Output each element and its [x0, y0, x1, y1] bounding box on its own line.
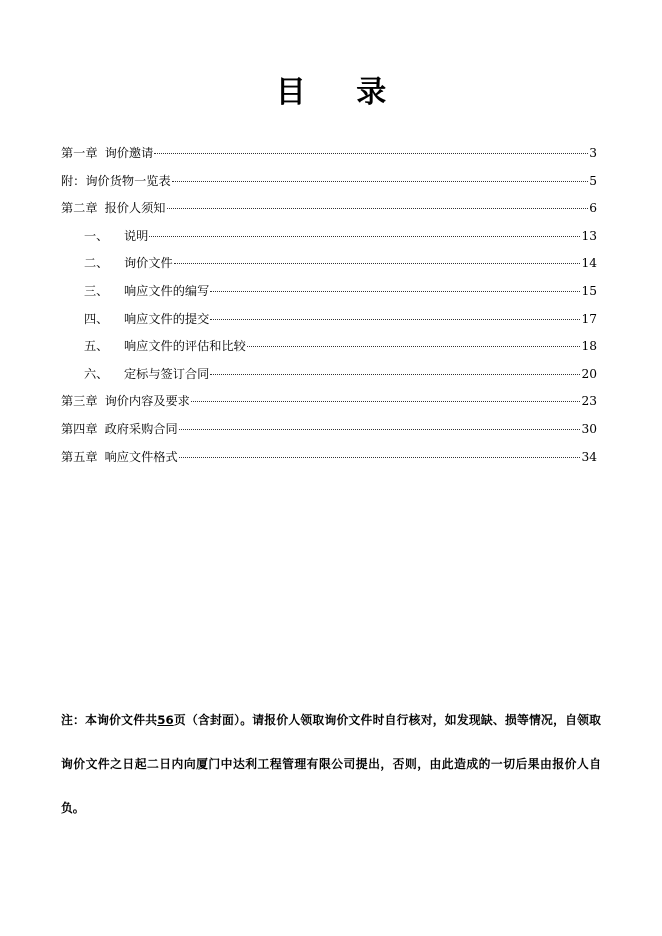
toc-leader	[247, 346, 581, 347]
toc-page-number: 13	[581, 228, 597, 243]
toc-page-number: 17	[581, 311, 597, 326]
toc-page-number: 6	[589, 201, 597, 216]
toc-label: 询价邀请	[104, 146, 154, 160]
document-note	[61, 698, 601, 830]
toc-leader	[154, 153, 588, 154]
toc-section-number: 二、	[84, 256, 109, 271]
toc-section-number: 六、	[84, 366, 109, 381]
note-body: 页（含封面）。请报价人领取询价文件时自行核对，如发现缺、损等情况，自领取询价文件之日起二日内向厦门中达利工程管理有限公司提出，否则，由此造成的一切后果由报价人自负。	[61, 713, 601, 815]
toc-section-number: 三、	[84, 283, 109, 298]
toc-label: 询价文件	[124, 256, 173, 271]
toc-leader	[179, 429, 581, 430]
toc-label: 响应文件的评估和比较	[124, 339, 246, 354]
toc-page-number: 14	[581, 256, 597, 271]
toc-label: 定标与签订合同	[124, 366, 210, 381]
toc-entry[interactable]	[61, 419, 597, 447]
toc-subentry[interactable]	[61, 226, 597, 254]
toc-chapter: 第三章	[61, 394, 98, 409]
toc-section-number: 一、	[84, 228, 109, 243]
toc-label: 询价内容及要求	[104, 394, 190, 409]
toc-leader	[210, 291, 580, 292]
toc-chapter: 第二章	[61, 201, 98, 216]
toc-subentry[interactable]	[61, 281, 597, 309]
toc-leader	[172, 181, 589, 182]
toc-label: 响应文件的提交	[124, 311, 210, 326]
toc-leader	[210, 319, 580, 320]
toc-label: 政府采购合同	[104, 421, 178, 436]
toc-chapter: 第一章	[61, 146, 98, 160]
note-prefix: 注：本询价文件共	[61, 713, 158, 727]
toc-leader	[167, 208, 589, 209]
toc-label: 附：询价货物一览表	[61, 173, 171, 188]
toc-page-number: 18	[581, 339, 597, 354]
toc-subentry[interactable]	[61, 364, 597, 392]
note-page-count: 56	[157, 713, 174, 727]
toc-section-number: 四、	[84, 311, 109, 326]
table-of-contents	[61, 143, 597, 474]
toc-page-number: 15	[581, 283, 597, 298]
toc-entry[interactable]	[61, 198, 597, 226]
toc-leader	[210, 374, 580, 375]
toc-page-number: 20	[581, 366, 597, 381]
toc-page-number: 5	[589, 173, 597, 188]
toc-leader	[179, 457, 581, 458]
toc-leader	[174, 263, 581, 264]
toc-chapter: 第五章	[61, 449, 98, 464]
toc-label: 说明	[124, 228, 149, 243]
toc-page-number: 30	[581, 421, 597, 436]
page-title: 目 录	[275, 75, 407, 110]
toc-label: 响应文件格式	[104, 449, 178, 464]
toc-page-number: 23	[581, 394, 597, 409]
toc-entry[interactable]	[61, 447, 597, 475]
toc-subentry[interactable]	[61, 336, 597, 364]
toc-section-number: 五、	[84, 339, 109, 354]
toc-leader	[149, 236, 580, 237]
toc-subentry[interactable]	[61, 253, 597, 281]
toc-subentry[interactable]	[61, 309, 597, 337]
toc-entry[interactable]	[61, 171, 597, 199]
toc-label: 报价人须知	[104, 201, 166, 216]
toc-entry[interactable]	[61, 391, 597, 419]
toc-page-number: 3	[589, 146, 597, 160]
toc-label: 响应文件的编写	[124, 283, 210, 298]
toc-page-number: 34	[581, 449, 597, 464]
toc-entry[interactable]	[61, 143, 597, 171]
toc-chapter: 第四章	[61, 421, 98, 436]
toc-leader	[191, 401, 581, 402]
